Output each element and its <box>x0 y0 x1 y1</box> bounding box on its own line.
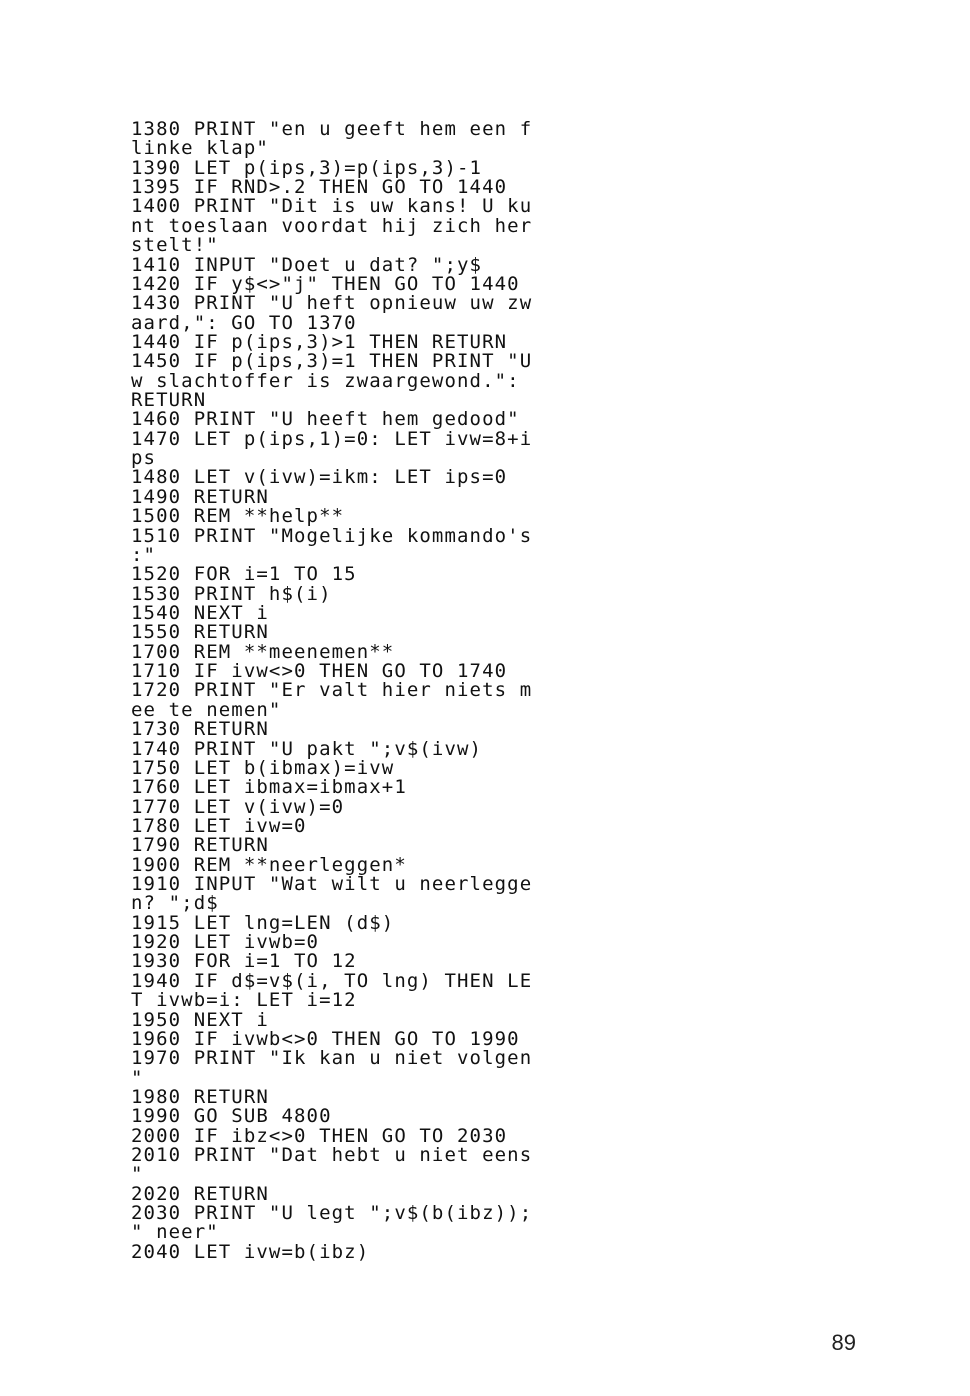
code-line: T ivwb=i: LET i=12 <box>131 989 357 1012</box>
code-line: nt toeslaan voordat hij zich her <box>131 214 533 237</box>
basic-program-listing <box>131 120 651 1262</box>
code-line: aard,": GO TO 1370 <box>131 311 357 334</box>
code-line: 1910 INPUT "Wat wilt u neerlegge <box>131 873 533 896</box>
code-line: 1760 LET ibmax=ibmax+1 <box>131 776 407 799</box>
code-line: 2010 PRINT "Dat hebt u niet eens <box>131 1144 533 1167</box>
code-line: RETURN <box>131 389 207 412</box>
code-line: 1970 PRINT "Ik kan u niet volgen <box>131 1047 533 1070</box>
code-line: 1930 FOR i=1 TO 12 <box>131 950 357 973</box>
code-line: 1960 IF ivwb<>0 THEN GO TO 1990 <box>131 1027 520 1050</box>
code-line: " <box>131 1163 144 1186</box>
code-line: 2040 LET ivw=b(ibz) <box>131 1240 370 1263</box>
code-line: ee te nemen" <box>131 698 282 721</box>
code-line: 1740 PRINT "U pakt ";v$(ivw) <box>131 737 483 760</box>
code-line: 1420 IF y$<>"j" THEN GO TO 1440 <box>131 272 520 295</box>
code-line: 1710 IF ivw<>0 THEN GO TO 1740 <box>131 660 508 683</box>
code-line: 2020 RETURN <box>131 1182 269 1205</box>
code-line: 1410 INPUT "Doet u dat? ";y$ <box>131 253 483 276</box>
code-line: 1940 IF d$=v$(i, TO lng) THEN LE <box>131 969 533 992</box>
code-line: 1490 RETURN <box>131 485 269 508</box>
code-line: 1530 PRINT h$(i) <box>131 582 332 605</box>
code-line: 1770 LET v(ivw)=0 <box>131 795 345 818</box>
code-line: stelt!" <box>131 234 219 257</box>
code-line: 1920 LET ivwb=0 <box>131 931 320 954</box>
code-line: 1450 IF p(ips,3)=1 THEN PRINT "U <box>131 350 533 373</box>
code-line: " neer" <box>131 1221 219 1244</box>
code-line: 1380 PRINT "en u geeft hem een f <box>131 118 533 140</box>
code-line: 1790 RETURN <box>131 834 269 857</box>
code-line: 1980 RETURN <box>131 1085 269 1108</box>
code-line: :" <box>131 543 157 566</box>
code-line: 1730 RETURN <box>131 718 269 741</box>
page-number: 89 <box>831 1330 856 1355</box>
code-line: 1395 IF RND>.2 THEN GO TO 1440 <box>131 176 508 199</box>
code-line: 1460 PRINT "U heeft hem gedood" <box>131 408 520 431</box>
code-line: 1750 LET b(ibmax)=ivw <box>131 756 395 779</box>
code-line: 1440 IF p(ips,3)>1 THEN RETURN <box>131 330 508 353</box>
code-line: 1480 LET v(ivw)=ikm: LET ips=0 <box>131 466 508 489</box>
code-line: linke klap" <box>131 137 269 160</box>
code-line: 1900 REM **neerleggen* <box>131 853 407 876</box>
code-line: 2000 IF ibz<>0 THEN GO TO 2030 <box>131 1124 508 1147</box>
code-line: n? ";d$ <box>131 892 219 915</box>
code-line: 1430 PRINT "U heft opnieuw uw zw <box>131 292 533 315</box>
code-line: " <box>131 1066 144 1089</box>
code-line: 1550 RETURN <box>131 621 269 644</box>
code-line: w slachtoffer is zwaargewond.": <box>131 369 520 392</box>
code-line: 2030 PRINT "U legt ";v$(b(ibz)); <box>131 1202 533 1225</box>
code-line: 1510 PRINT "Mogelijke kommando's <box>131 524 533 547</box>
code-line: 1950 NEXT i <box>131 1008 269 1031</box>
code-line: 1915 LET lng=LEN (d$) <box>131 911 395 934</box>
code-line: 1990 GO SUB 4800 <box>131 1105 332 1128</box>
code-line: ps <box>131 447 157 470</box>
code-line: 1780 LET ivw=0 <box>131 814 307 837</box>
code-line: 1540 NEXT i <box>131 601 269 624</box>
code-line: 1400 PRINT "Dit is uw kans! U ku <box>131 195 533 218</box>
code-line: 1520 FOR i=1 TO 15 <box>131 563 357 586</box>
code-line: 1390 LET p(ips,3)=p(ips,3)-1 <box>131 156 483 179</box>
code-line: 1700 REM **meenemen** <box>131 640 395 663</box>
code-line: 1720 PRINT "Er valt hier niets m <box>131 679 533 702</box>
code-line: 1500 REM **help** <box>131 505 345 528</box>
code-line: 1470 LET p(ips,1)=0: LET ivw=8+i <box>131 427 533 450</box>
